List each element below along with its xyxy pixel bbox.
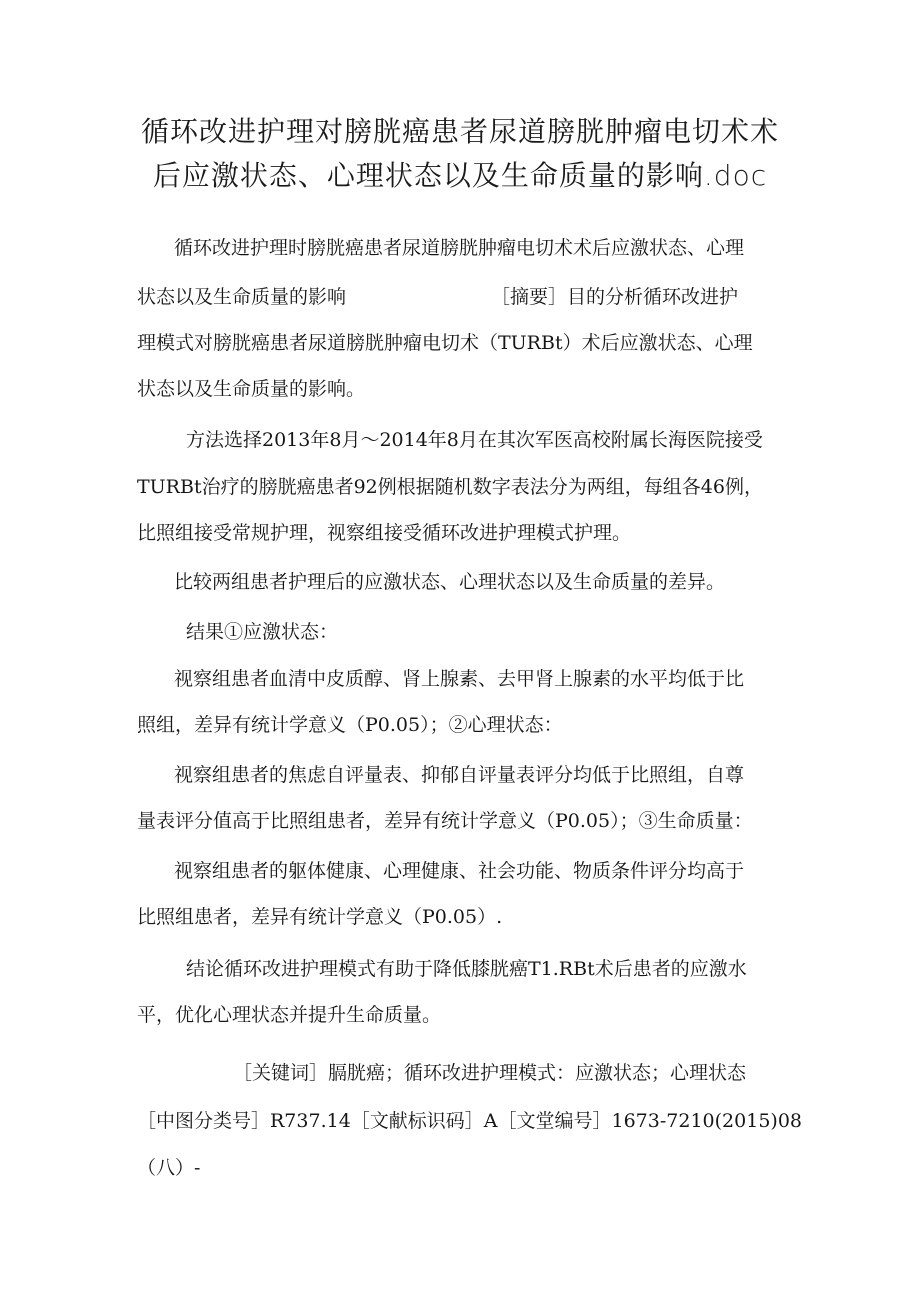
keywords-line: ［关键词］膈胱癌；循环改进护理模式：应激状态；心理状态 bbox=[233, 1062, 747, 1084]
conclusion-line-1: 结论循环改进护理模式有助于降低膝胱癌T1.RBt术后患者的应激水 bbox=[186, 958, 747, 980]
results-heading: 结果①应激状态： bbox=[186, 621, 339, 643]
document-title-line-1: 循环改进护理对膀胱癌患者尿道膀胱肿瘤电切术术 bbox=[140, 115, 779, 148]
intro-line-4: 状态以及生命质量的影响。 bbox=[137, 378, 366, 400]
classification-tail: （八）- bbox=[137, 1157, 201, 1179]
compare-line: 比较两组患者护理后的应激状态、心理状态以及生命质量的差异。 bbox=[174, 571, 726, 593]
results-stress-line-1: 视察组患者血清中皮质醇、肾上腺素、去甲肾上腺素的水平均低于比 bbox=[174, 668, 745, 690]
results-psych-line-2: 量表评分值高于比照组患者，差异有统计学意义（P0.05）；③生命质量： bbox=[137, 810, 753, 832]
classification-line: ［中图分类号］R737.14［文献标识码］A［文堂编号］1673-7210(2015)08 bbox=[137, 1110, 802, 1132]
results-qol-line-2: 比照组患者，差异有统计学意义（P0.05）. bbox=[137, 906, 503, 928]
intro-line-1: 循环改进护理时膀胱癌患者尿道膀胱肿瘤电切术术后应激状态、心理 bbox=[174, 237, 745, 259]
results-stress-line-2: 照组，差异有统计学意义（P0.05）；②心理状态： bbox=[137, 714, 563, 736]
results-qol-line-1: 视察组患者的躯体健康、心理健康、社会功能、物质条件评分均高于 bbox=[174, 860, 745, 882]
methods-line-2: TURBt治疗的膀胱癌患者92例根据随机数字表法分为两组，每组各46例， bbox=[137, 476, 763, 498]
results-psych-line-1: 视察组患者的焦虑自评量表、抑郁自评量表评分均低于比照组，自尊 bbox=[174, 764, 745, 786]
intro-line-2a: 状态以及生命质量的影响 bbox=[137, 286, 347, 308]
intro-line-2b: ［摘要］目的分析循环改进护 bbox=[491, 286, 739, 308]
methods-line-1: 方法选择2013年8月～2014年8月在其次军医高校附属长海医院接受 bbox=[186, 429, 763, 451]
methods-line-3: 比照组接受常规护理，视察组接受循环改进护理模式护理。 bbox=[137, 522, 632, 544]
document-title-line-2: 后应激状态、心理状态以及生命质量的影响.doc bbox=[152, 159, 768, 192]
conclusion-line-2: 平，优化心理状态并提升生命质量。 bbox=[137, 1004, 442, 1026]
intro-line-3: 理模式对膀胱癌患者尿道膀胱肿瘤电切术（TURBt）术后应激状态、心理 bbox=[137, 332, 753, 354]
